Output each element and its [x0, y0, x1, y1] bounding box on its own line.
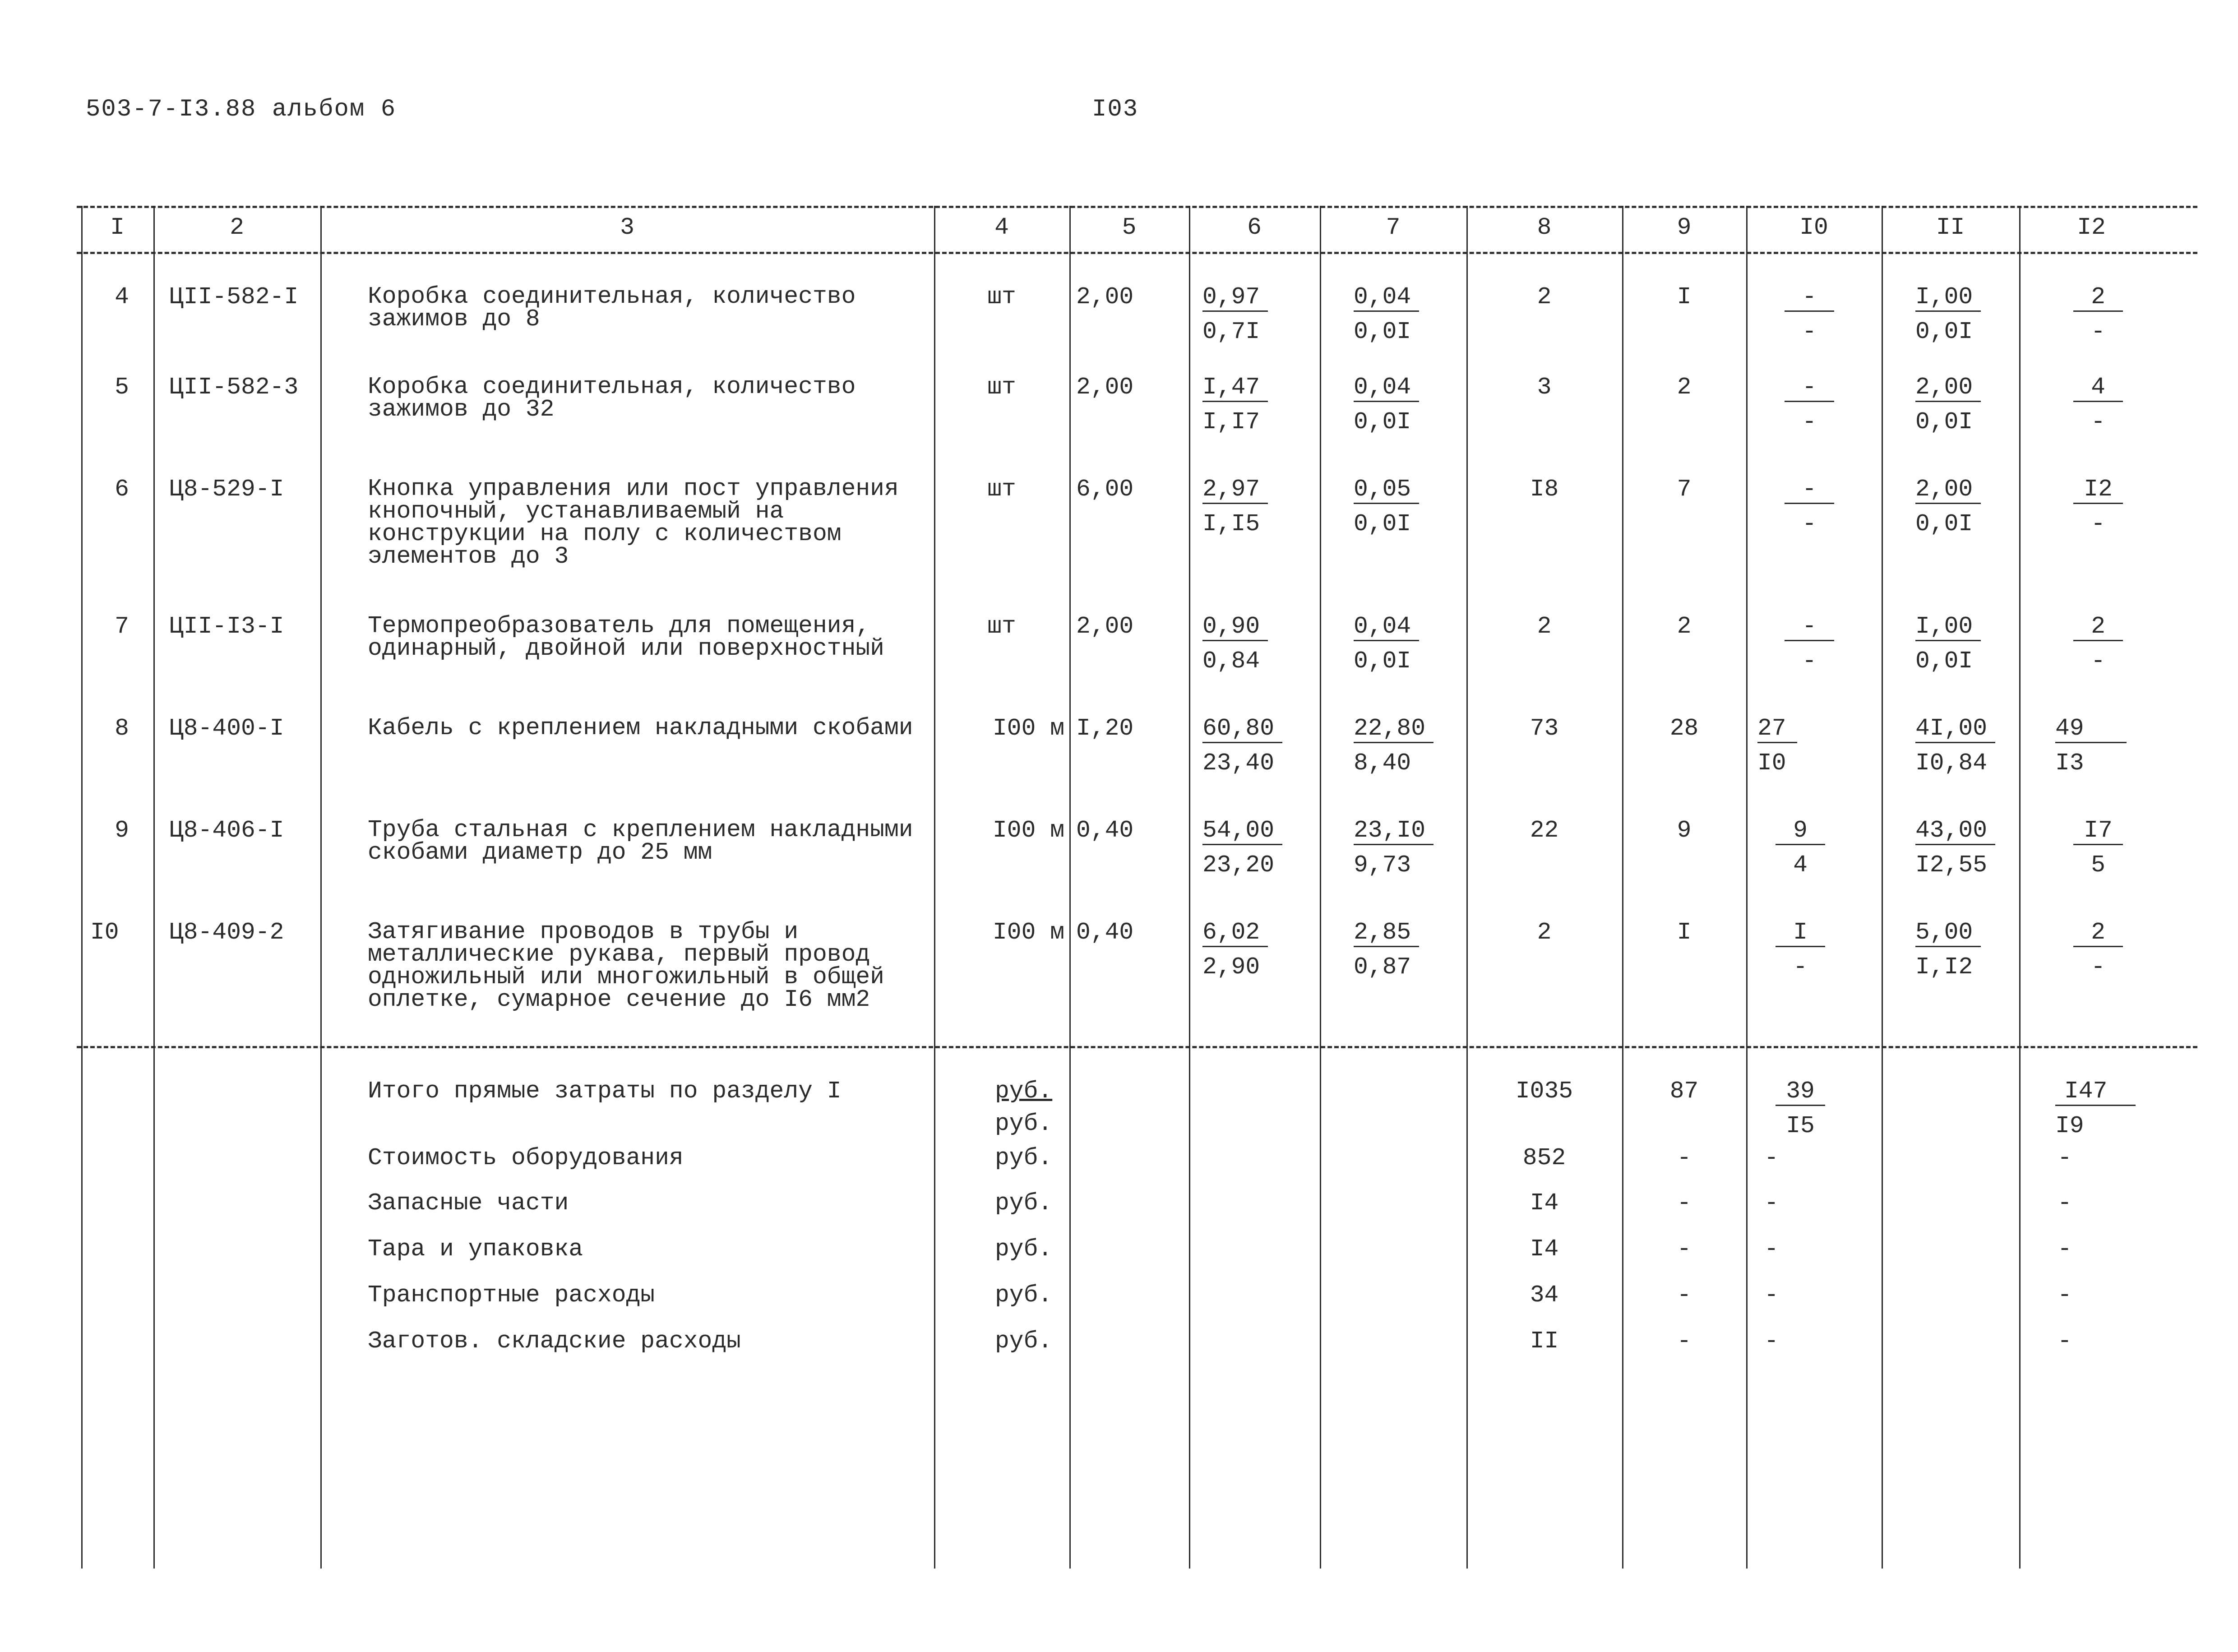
column-divider: [1746, 206, 1748, 1569]
work-description: Термопреобразователь для помещения, одинарный, двойной или поверхностный: [368, 612, 884, 662]
col11-fraction: $\frac{4I,00}{I0,84}$: [1915, 717, 1995, 775]
col9-value: -: [1677, 1328, 1692, 1355]
column-header: 8: [1537, 214, 1552, 241]
quantity: 2,00: [1076, 374, 1134, 401]
col8-value: 2: [1537, 613, 1552, 640]
column-header: II: [1936, 214, 1965, 241]
col7-fraction: $\frac{0,04}{0,0I}$: [1354, 615, 1419, 673]
totals-label: Стоимость оборудования: [368, 1144, 684, 1171]
col11-fraction: $\frac{I,00}{0,0I}$: [1915, 285, 1981, 343]
col9-value: -: [1677, 1282, 1692, 1309]
totals-unit: руб.: [995, 1328, 1053, 1355]
col8-value: 3: [1537, 374, 1552, 401]
column-divider: [1622, 206, 1623, 1569]
col6-fraction: $\frac{6,02}{2,90}$: [1202, 921, 1268, 979]
col12-value: -: [2058, 1282, 2072, 1309]
row-number: 9: [115, 817, 129, 844]
col10-fraction: - -: [1755, 375, 1863, 434]
column-divider: [2019, 206, 2021, 1569]
col6-fraction: $\frac{54,00}{23,20}$: [1202, 819, 1282, 877]
col12-fraction: $\frac{49}{I3}$: [2055, 717, 2127, 775]
col6-fraction: $\frac{I,47}{I,I7}$: [1202, 375, 1268, 434]
col11-fraction: $\frac{2,00}{0,0I}$: [1915, 477, 1981, 536]
col11-fraction: $\frac{I,00}{0,0I}$: [1915, 615, 1981, 673]
unit: шт: [987, 283, 1016, 310]
column-divider: [1320, 206, 1321, 1569]
unit: I00 м: [993, 715, 1065, 742]
quantity: 0,40: [1076, 919, 1134, 946]
col12-value: -: [2058, 1189, 2072, 1217]
column-divider: [1189, 206, 1190, 1569]
col12-fraction: 2 -: [2053, 285, 2143, 343]
totals-separator-rule: [77, 1046, 2197, 1048]
column-divider: [320, 206, 322, 1569]
quantity: 0,40: [1076, 817, 1134, 844]
totals-label: Заготов. складские расходы: [368, 1328, 741, 1355]
col7-fraction: $\frac{0,04}{0,0I}$: [1354, 375, 1419, 434]
totals-label: Запасные части: [368, 1189, 569, 1217]
quantity: 2,00: [1076, 283, 1134, 310]
column-header: 9: [1677, 214, 1692, 241]
column-divider: [1466, 206, 1468, 1569]
col9-value: 87: [1669, 1078, 1699, 1105]
table-top-rule: [77, 206, 2197, 208]
col6-fraction: $\frac{60,80}{23,40}$: [1202, 717, 1282, 775]
col10-value: -: [1764, 1144, 1779, 1171]
col12-value: -: [2058, 1328, 2072, 1355]
totals-unit: руб.: [995, 1144, 1053, 1171]
col9-value: I: [1677, 283, 1692, 310]
rate-code: ЦII-I3-I: [169, 613, 284, 640]
col10-fraction: $\frac{39}{I5}$: [1755, 1079, 1845, 1138]
col9-value: 2: [1677, 613, 1692, 640]
col7-fraction: $\frac{0,05}{0,0I}$: [1354, 477, 1419, 536]
column-header: I2: [2077, 214, 2106, 241]
rate-code: Ц8-400-I: [169, 715, 284, 742]
totals-unit: руб.: [995, 1078, 1053, 1105]
col10-fraction: - -: [1755, 477, 1863, 536]
col11-fraction: $\frac{43,00}{I2,55}$: [1915, 819, 1995, 877]
work-description: Коробка соединительная, количество зажимов до 32: [368, 373, 856, 423]
totals-unit: руб.: [995, 1110, 1053, 1137]
rate-code: Ц8-409-2: [169, 919, 284, 946]
col7-fraction: $\frac{23,I0}{9,73}$: [1354, 819, 1433, 877]
col11-fraction: $\frac{5,00}{I,I2}$: [1915, 921, 1981, 979]
col9-value: 28: [1669, 715, 1699, 742]
col8-value: I035: [1515, 1078, 1573, 1105]
header-bottom-rule: [77, 252, 2197, 254]
col8-value: 852: [1522, 1144, 1566, 1171]
col8-value: I4: [1530, 1189, 1559, 1217]
col6-fraction: $\frac{2,97}{I,I5}$: [1202, 477, 1268, 536]
totals-label: Тара и упаковка: [368, 1236, 583, 1263]
col12-fraction: 4 -: [2053, 375, 2143, 434]
unit: I00 м: [993, 817, 1065, 844]
quantity: I,20: [1076, 715, 1134, 742]
column-divider: [153, 206, 155, 1569]
col7-fraction: $\frac{22,80}{8,40}$: [1354, 717, 1433, 775]
quantity: 6,00: [1076, 476, 1134, 503]
col9-value: 7: [1677, 476, 1692, 503]
col12-fraction: I2 -: [2053, 477, 2143, 536]
col9-value: -: [1677, 1189, 1692, 1217]
rate-code: ЦII-582-3: [169, 374, 299, 401]
col8-value: 2: [1537, 919, 1552, 946]
column-divider: [1069, 206, 1071, 1569]
col12-fraction: 2 -: [2053, 921, 2143, 979]
column-header: 2: [230, 214, 244, 241]
col7-fraction: $\frac{2,85}{0,87}$: [1354, 921, 1419, 979]
col6-fraction: $\frac{0,90}{0,84}$: [1202, 615, 1268, 673]
col12-value: -: [2058, 1144, 2072, 1171]
totals-unit: руб.: [995, 1189, 1053, 1217]
work-description: Труба стальная с креплением накладными скобами диаметр до 25 мм: [368, 816, 913, 866]
col10-value: -: [1764, 1236, 1779, 1263]
col10-value: -: [1764, 1328, 1779, 1355]
row-number: 5: [115, 374, 129, 401]
row-number: I0: [90, 919, 119, 946]
row-number: 4: [115, 283, 129, 310]
col10-fraction: - -: [1755, 285, 1863, 343]
column-header: I: [110, 214, 125, 241]
unit: I00 м: [993, 919, 1065, 946]
col6-fraction: $\frac{0,97}{0,7I}$: [1202, 285, 1268, 343]
unit: шт: [987, 476, 1016, 503]
column-header: 3: [620, 214, 634, 241]
col7-fraction: $\frac{0,04}{0,0I}$: [1354, 285, 1419, 343]
col9-value: -: [1677, 1236, 1692, 1263]
column-header: I0: [1799, 214, 1828, 241]
col12-fraction: $\frac{I47}{I9}$: [2055, 1079, 2136, 1138]
col10-fraction: - -: [1755, 615, 1863, 673]
col11-fraction: $\frac{2,00}{0,0I}$: [1915, 375, 1981, 434]
col10-fraction: $\frac{27}{I0}$: [1757, 717, 1797, 775]
column-header: 4: [994, 214, 1009, 241]
col8-value: 73: [1530, 715, 1559, 742]
col10-fraction: $\frac{9}{4}$: [1755, 819, 1845, 877]
col8-value: I8: [1530, 476, 1559, 503]
column-divider: [81, 206, 83, 1569]
work-description: Кнопка управления или пост управления кнопочный, устанавливаемый на конструкции на полу с количеством элементов до 3: [368, 475, 899, 570]
col8-value: II: [1530, 1328, 1559, 1355]
col12-value: -: [2058, 1236, 2072, 1263]
document-code: 503-7-I3.88 альбом 6: [86, 96, 397, 123]
column-header: 7: [1386, 214, 1401, 241]
work-description: Кабель с креплением накладными скобами: [368, 714, 913, 741]
totals-unit: руб.: [995, 1282, 1053, 1309]
col12-fraction: 2 -: [2053, 615, 2143, 673]
totals-unit: руб.: [995, 1236, 1053, 1263]
column-header: 5: [1122, 214, 1137, 241]
col10-value: -: [1764, 1282, 1779, 1309]
col9-value: 9: [1677, 817, 1692, 844]
totals-label: Транспортные расходы: [368, 1282, 655, 1309]
col10-fraction: I -: [1755, 921, 1845, 979]
totals-label: Итого прямые затраты по разделу I: [368, 1078, 842, 1105]
unit: шт: [987, 374, 1016, 401]
col9-value: -: [1677, 1144, 1692, 1171]
quantity: 2,00: [1076, 613, 1134, 640]
col9-value: 2: [1677, 374, 1692, 401]
unit: шт: [987, 613, 1016, 640]
col8-value: I4: [1530, 1236, 1559, 1263]
row-number: 6: [115, 476, 129, 503]
col9-value: I: [1677, 919, 1692, 946]
work-description: Коробка соединительная, количество зажимов до 8: [368, 283, 856, 333]
column-header: 6: [1247, 214, 1262, 241]
work-description: Затягивание проводов в трубы и металлические рукава, первый провод одножильный или многожильный в общей оплетке, сумарное сечение до I6 мм2: [368, 918, 884, 1013]
column-divider: [1882, 206, 1883, 1569]
row-number: 7: [115, 613, 129, 640]
column-divider: [934, 206, 935, 1569]
col8-value: 2: [1537, 283, 1552, 310]
rate-code: ЦII-582-I: [169, 283, 299, 310]
rate-code: Ц8-529-I: [169, 476, 284, 503]
col12-fraction: $\frac{I7}{5}$: [2053, 819, 2143, 877]
row-number: 8: [115, 715, 129, 742]
col8-value: 22: [1530, 817, 1559, 844]
page-number: I03: [1092, 96, 1139, 123]
col10-value: -: [1764, 1189, 1779, 1217]
col8-value: 34: [1530, 1282, 1559, 1309]
rate-code: Ц8-406-I: [169, 817, 284, 844]
